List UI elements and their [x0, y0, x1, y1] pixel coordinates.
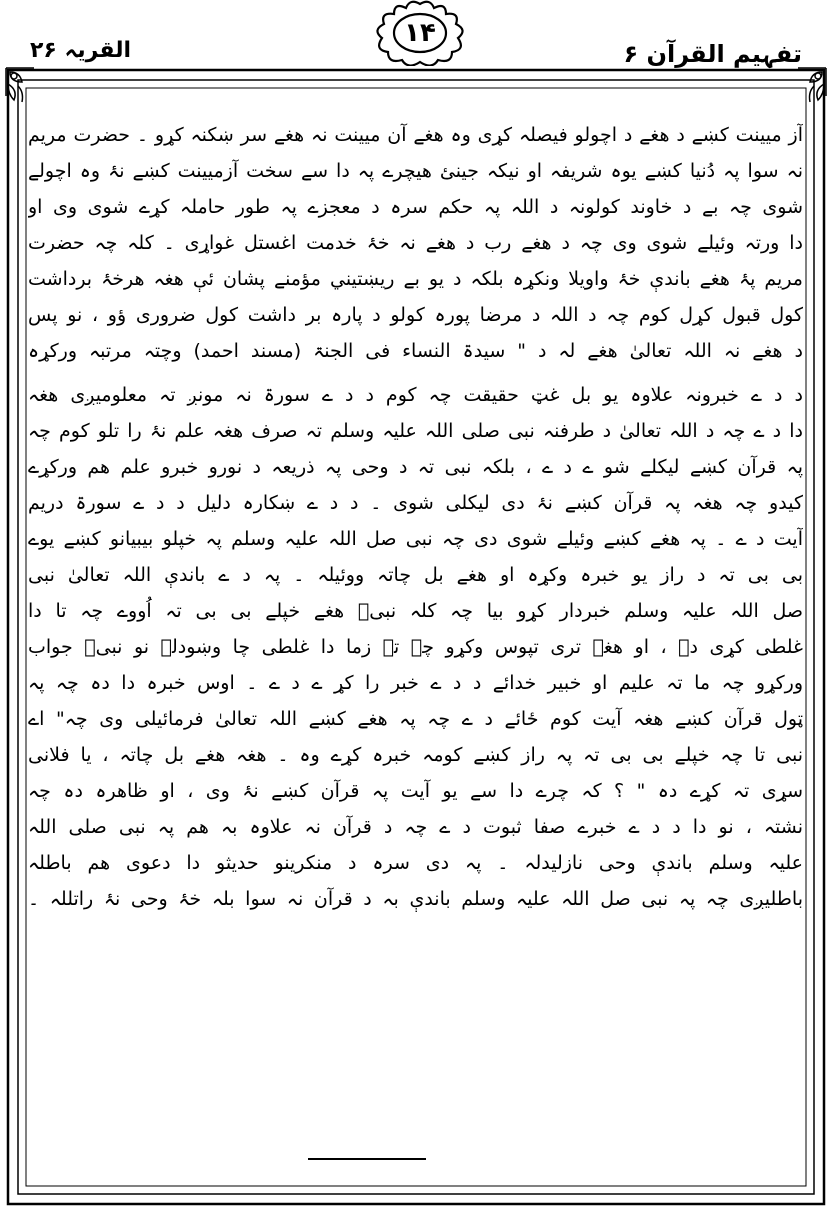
text-line: آیت د ے ۔ پہ ھغے کښے وئیلے شوی دی چہ نبی صل اللہ علیہ وسلم پہ خپلو بیبیانو کښے یوے [28, 528, 803, 550]
side-ornament-right-icon [810, 84, 825, 102]
text-line: نہ سوا پہ دُنیا کښے یوہ شریفہ او نیکہ جینئ ھیچرے پہ دا سے سخت آزمیینت کښے نۂ وہ اچولے [28, 160, 803, 182]
text-line: آز میینت کښے د ھغے د اچولو فیصلہ کړی وہ ھغے آن میینت نہ ھغے سر ښکنہ کړو ۔ حضرت مریم [28, 124, 803, 146]
text-line: ورکړو چہ ما تہ علیم او خبیر خدائے د د ے خبر را کړ ے د ے ۔ اوس خبرہ دا دہ چہ پہ [28, 672, 803, 694]
header-surah-title: القریہ ۲۶ [30, 38, 131, 63]
text-line: سړی تہ کړے دہ " ؟ کہ چرے دا سے یو آیت پہ قرآن کښے نۂ وی ، او ظاھرہ دہ چہ [28, 780, 803, 802]
page-header [0, 0, 832, 70]
text-line: دا ورتہ وئیلے شوی وی چہ د ھغے رب د ھغے نہ خۂ خدمت اغستل غواړی ۔ کلہ چہ حضرت [28, 232, 803, 254]
text-line: مریم پۂ ھغے باندې خۂ واویلا ونکړہ بلکہ د یو بے ریښتیني مؤمنے پشان ئې ھغہ ھرخۂ برداشت [28, 268, 803, 290]
text-line: شوی چہ بے د خاوند کولونہ د اللہ پہ حکم سرہ د معجزے پہ طور حاملہ کړے شوی وی او [28, 196, 803, 218]
text-line: کول قبول کړل کوم چہ د اللہ د مرضا پورہ کولو د پارہ بر داشت کول ضروری ؤو ، نو پس [28, 304, 803, 326]
page-number-medallion [370, 0, 470, 66]
corner-ornament-icon [798, 68, 826, 96]
text-line: ټول قرآن کښے ھغہ آیت کوم ځائے د ے چہ پہ ھغے کښے اللہ تعالیٰ فرمائیلی وی چہ" اے [28, 708, 803, 730]
footer-divider [308, 1158, 426, 1160]
text-line: غلطی کړی دہ ، او ھغے تری تپوس وکړو چہ تہ زما دا غلطی چا وښودلہ نو نبیؐ جواب [28, 636, 803, 658]
text-line: نبی تا چہ خپلے بی بی تہ پہ راز کښے کومہ خبرہ کړے وہ ۔ ھغہ ھغے بل چاتہ ، یا فلانی [28, 744, 803, 766]
header-book-title: تفہیم القرآن ۶ [623, 40, 802, 68]
text-line: صل اللہ علیہ وسلم خبردار کړو بیا چہ کلہ نبیؐ ھغے خپلے بی بی تہ اُووے چہ تا دا [28, 600, 803, 622]
body-text [28, 118, 803, 910]
text-line: بی بی تہ د راز یو خبرہ وکړہ او ھغے بل چاتہ ووئیلہ ۔ پہ د ے باندې اللہ تعالیٰ نبی [28, 564, 803, 586]
text-line: د ھغے نہ اللہ تعالیٰ ھغے لہ د " سیدۃ النساء فی الجنۃ (مسند احمد) وچتہ مرتبہ ورکړہ [28, 340, 803, 362]
side-ornament-left-icon [8, 84, 23, 102]
text-line: پہ قرآن کښے لیکلے شو ے د ے ، بلکہ نبی تہ د وحی پہ ذریعہ د نورو خبرو علم ھم ورکړے [28, 456, 803, 478]
text-line: کیدو چہ ھغہ پہ قرآن کښے نۂ دی لیکلی شوی ۔ د د ے ښکارہ دلیل د د ے سورۃ دریم [28, 492, 803, 514]
text-line: باطلیږی چہ پہ نبی صل اللہ علیہ وسلم باندې بہ د قرآن نہ سوا بلہ خۂ وحی نۂ راتللہ ۔ [28, 888, 803, 910]
text-line: د د ے خبرونہ علاوہ یو بل غټ حقیقت چہ کوم د د ے سورۃ نہ مونږ تہ معلومیږی ھغہ [28, 384, 803, 406]
text-line: علیہ وسلم باندې وحی نازلیدلہ ۔ پہ دی سرہ د منکرینو حدیثو دا دعوی ھم باطلہ [28, 852, 803, 874]
corner-ornament-icon [6, 68, 34, 96]
text-line: نشتہ ، نو دا د د ے خبرے صفا ثبوت د ے چہ د قرآن نہ علاوہ بہ ھم پہ نبی صلی اللہ [28, 816, 803, 838]
page-number: ۱۴ [404, 18, 436, 48]
text-line: دا د ے چہ د اللہ تعالیٰ د طرفنہ نبی صلی اللہ علیہ وسلم تہ صرف ھغہ علم نۂ را تلو کوم چہ [28, 420, 803, 442]
